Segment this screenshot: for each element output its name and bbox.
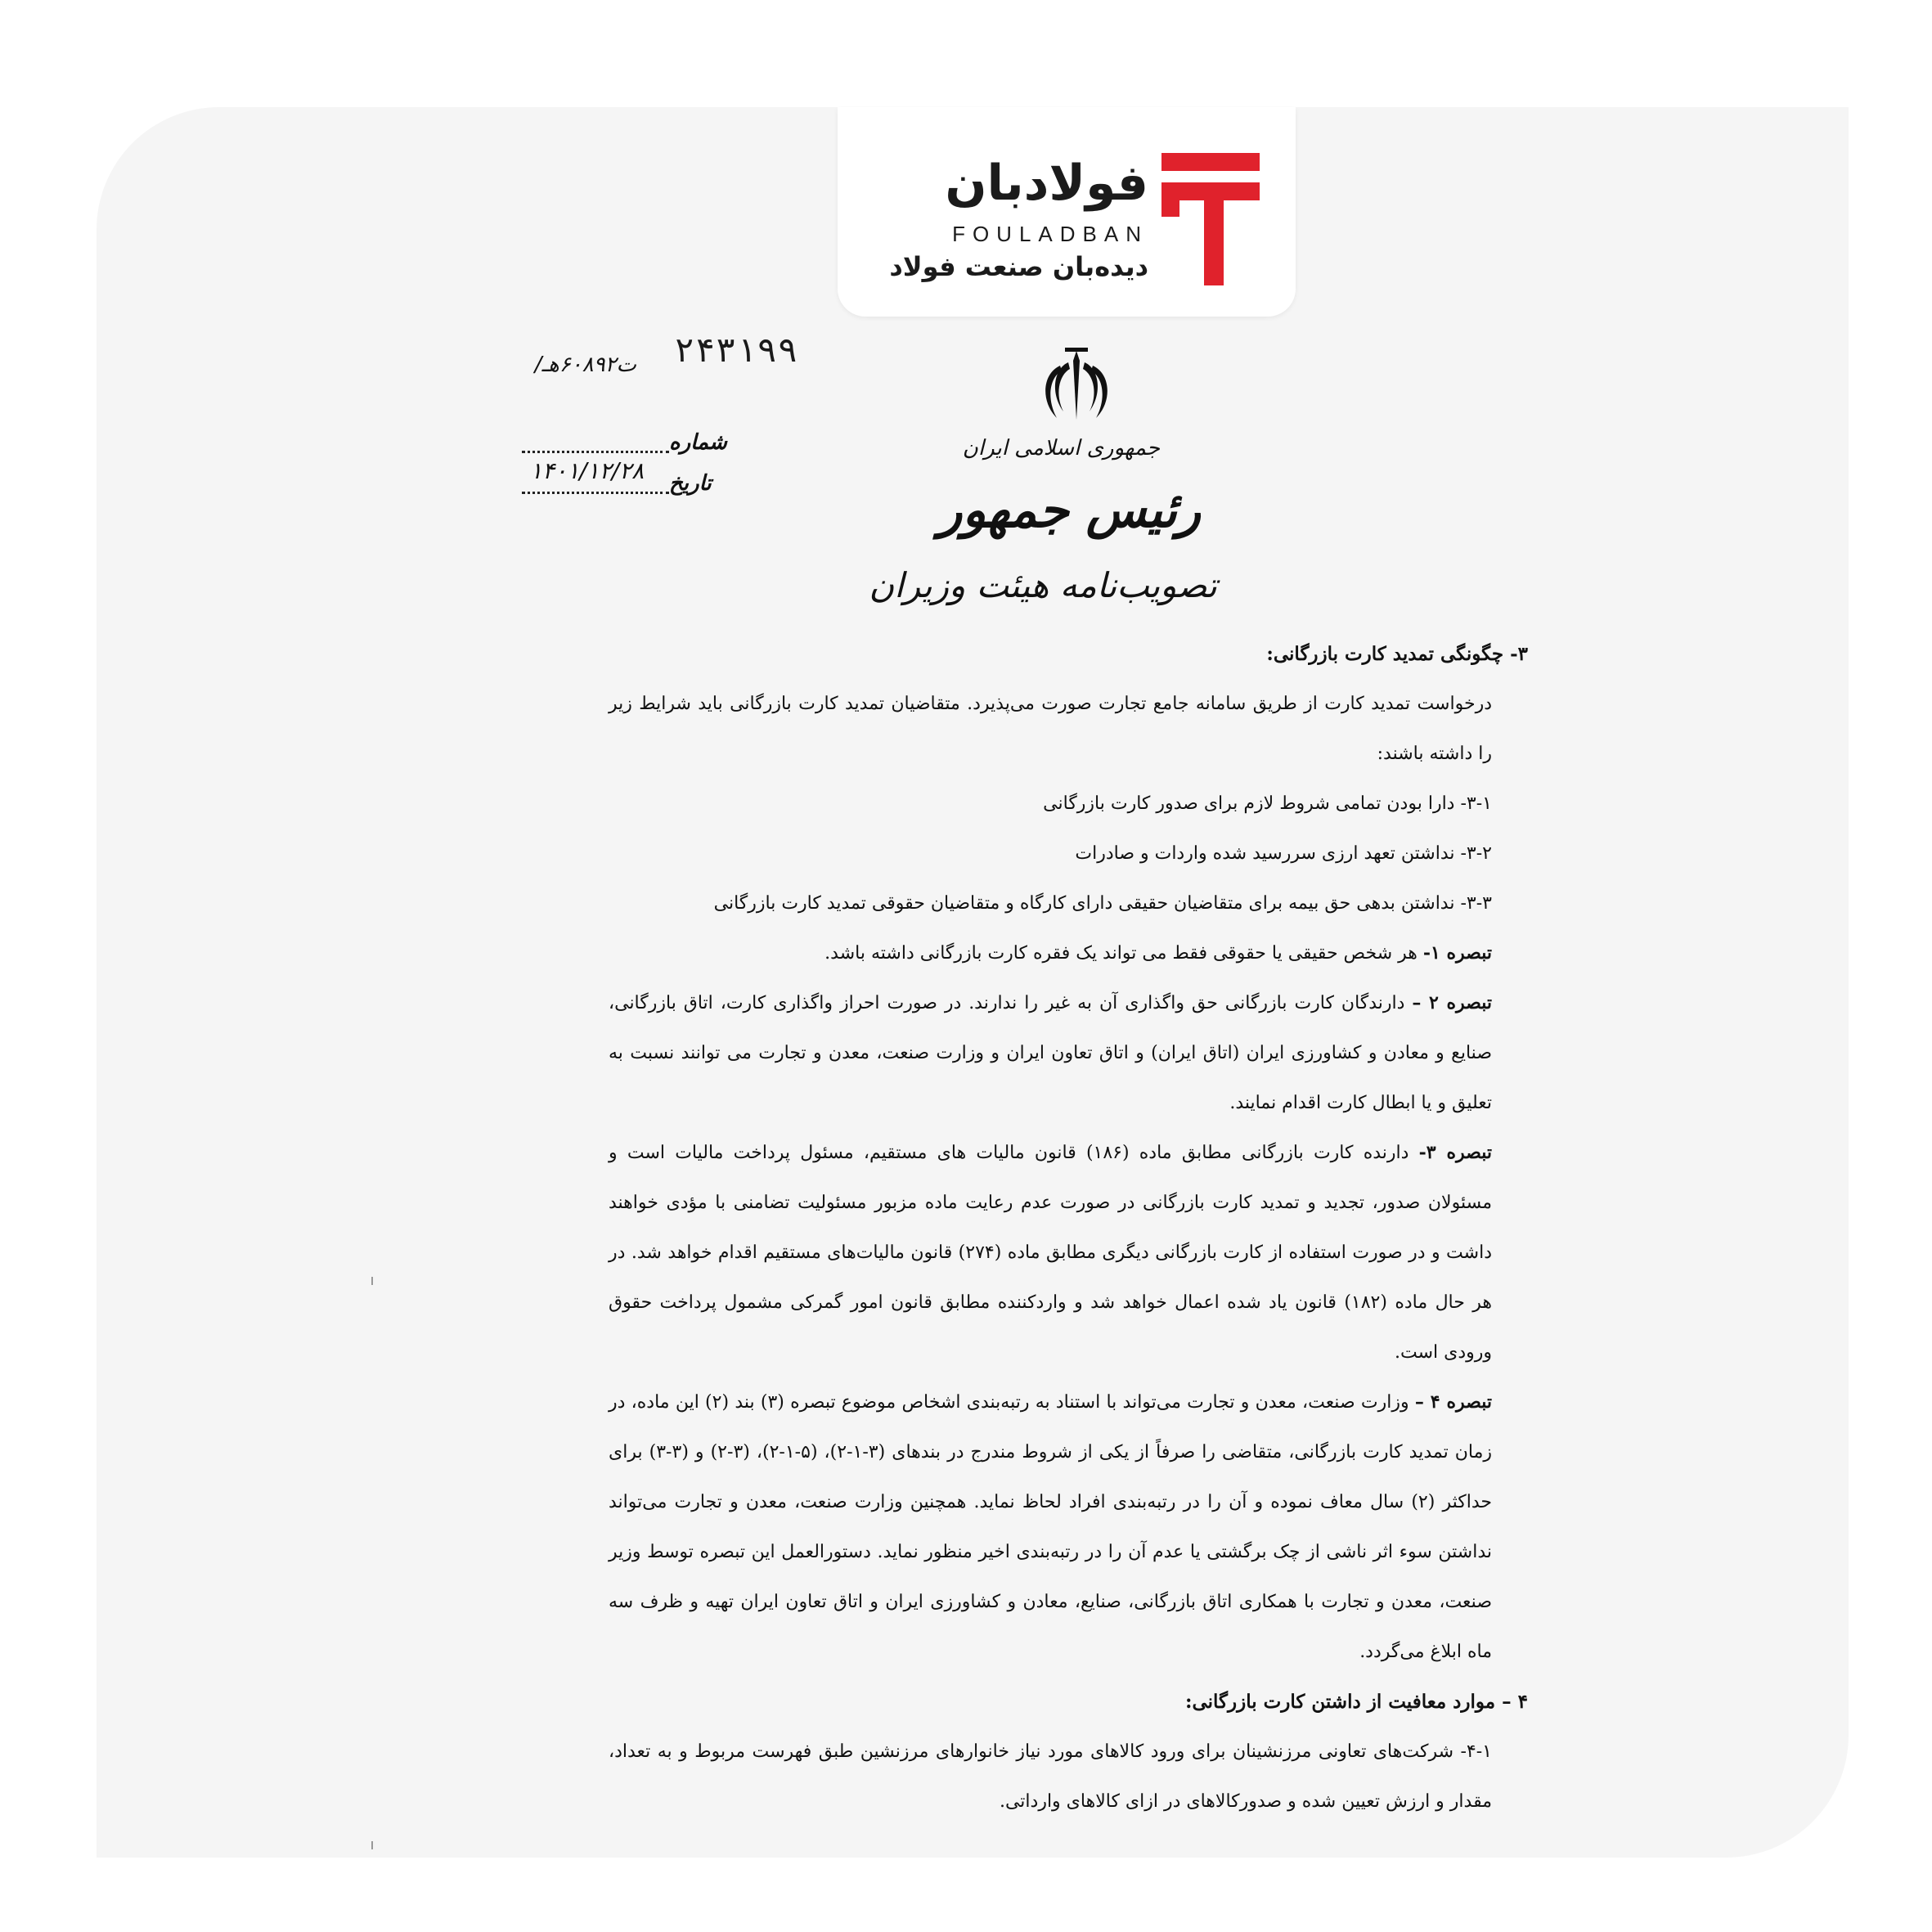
brand-name-en: FOULADBAN	[952, 222, 1148, 246]
margin-mark	[371, 1841, 373, 1849]
item-3-1: ۳-۱- دارا بودن تمامی شروط لازم برای صدور کارت بازرگانی	[1043, 793, 1492, 814]
note-3-label: تبصره ۳-	[1418, 1142, 1493, 1163]
stamp-number: ۲۴۳۱۹۹	[674, 330, 798, 370]
section-4-title: ۴ – موارد معافیت از داشتن کارت بازرگانی:	[1184, 1691, 1528, 1713]
note-1	[609, 928, 1528, 978]
brand-name-fa: فولادبان	[945, 155, 1148, 212]
reference-number: ت۶۰۸۹۲هـ/	[534, 353, 636, 377]
note-1-text: هر شخص حقیقی یا حقوقی فقط می تواند یک فقره کارت بازرگانی داشته باشد.	[824, 943, 1423, 964]
note-2	[609, 978, 1528, 1128]
document-page	[97, 107, 1849, 1858]
doc-type: تصویب‌نامه هیئت وزیران	[869, 565, 1217, 605]
date-value: ۱۴۰۱/۱۲/۲۸	[530, 457, 645, 484]
brand-tagline: دیده‌بان صنعت فولاد	[889, 251, 1148, 282]
decree-body	[609, 629, 1528, 1826]
note-1-label: تبصره ۱-	[1422, 942, 1492, 964]
note-4	[609, 1377, 1528, 1677]
country-name: جمهوری اسلامی ایران	[962, 436, 1160, 461]
section-3-intro: درخواست تمدید کارت از طریق سامانه جامع تجارت صورت می‌پذیرد. متقاضیان تمدید کارت بازرگانی باید شرایط زیر را داشته باشند:	[609, 694, 1492, 764]
note-3-text: دارنده کارت بازرگانی مطابق ماده (۱۸۶) قانون مالیات های مستقیم، مسئول پرداخت مالیات است و مسئولان صدور، تجدید و تمدید کارت بازرگانی در صورت عدم رعایت ماده مزبور مسئولیت تضامنی با مؤدی خواهند داشت و در صورت استفاده از کارت بازرگانی دیگری مطابق ماده (۲۷۴) قانون مالیات‌های مستقیم اقدام خواهد شد. در هر حال ماده (۱۸۲) قانون یاد شده اعمال خواهد شد و واردکننده مطابق قانون امور گمرکی مشمول پرداخت حقوق ورودی است.	[609, 1143, 1492, 1363]
item-3-3: ۳-۳- نداشتن بدهی حق بیمه برای متقاضیان حقیقی دارای کارگاه و متقاضیان حقوقی تمدید کارت بازرگانی	[713, 893, 1492, 914]
number-label: شماره	[669, 430, 727, 455]
number-dotted-line	[522, 434, 669, 453]
office-title: رئیس جمهور	[938, 482, 1201, 539]
item-4-1: ۴-۱- شرکت‌های تعاونی مرزنشینان برای ورود کالاهای مورد نیاز خانوارهای مرزنشین طبق فهرست مربوط و به تعداد، مقدار و ارزش تعیین شده و صدورکالاهای در ازای کالاهای وارداتی.	[609, 1741, 1492, 1812]
note-4-text: وزارت صنعت، معدن و تجارت می‌تواند با استناد به رتبه‌بندی اشخاص موضوع تبصره (۳) بند (۲) این ماده، در زمان تمدید کارت بازرگانی، متقاضی را صرفاً از یکی از شروط مندرج در بندهای (۳-۱-۲)، (۵-۱-۲)، (۳-۲) و (۳-۳) برای حداکثر (۲) سال معاف نموده و آن را در رتبه‌بندی افراد لحاظ نماید. همچنین وزارت صنعت، معدن و تجارت می‌تواند نداشتن سوء اثر ناشی از چک برگشتی یا عدم آن را در رتبه‌بندی اخیر منظور نماید. دستورالعمل این تبصره توسط وزیر صنعت، معدن و تجارت با همکاری اتاق بازرگانی، صنایع، معادن و کشاورزی ایران و اتاق تعاون ایران تهیه و ظرف سه ماه ابلاغ می‌گردد.	[609, 1392, 1493, 1662]
note-4-label: تبصره ۴ –	[1414, 1391, 1492, 1413]
margin-mark	[371, 1277, 373, 1285]
brand-logo-box	[838, 107, 1296, 317]
fouladban-logo-icon	[1161, 153, 1260, 285]
item-3-2: ۳-۲- نداشتن تعهد ارزی سررسید شده واردات و صادرات	[1075, 843, 1492, 864]
note-3	[609, 1128, 1528, 1377]
iran-emblem-icon	[1036, 344, 1117, 426]
section-3-title: ۳- چگونگی تمدید کارت بازرگانی:	[1266, 643, 1528, 665]
note-2-label: تبصره ۲ –	[1412, 992, 1492, 1013]
note-2-text: دارندگان کارت بازرگانی حق واگذاری آن به غیر را ندارند. در صورت احراز واگذاری کارت، اتاق بازرگانی، صنایع و معادن و کشاورزی ایران (اتاق ایران) و اتاق تعاون ایران و وزارت صنعت، معدن و تجارت می توانند نسبت به تعلیق و یا ابطال کارت اقدام نمایند.	[609, 993, 1492, 1113]
date-label: تاریخ	[669, 471, 712, 496]
